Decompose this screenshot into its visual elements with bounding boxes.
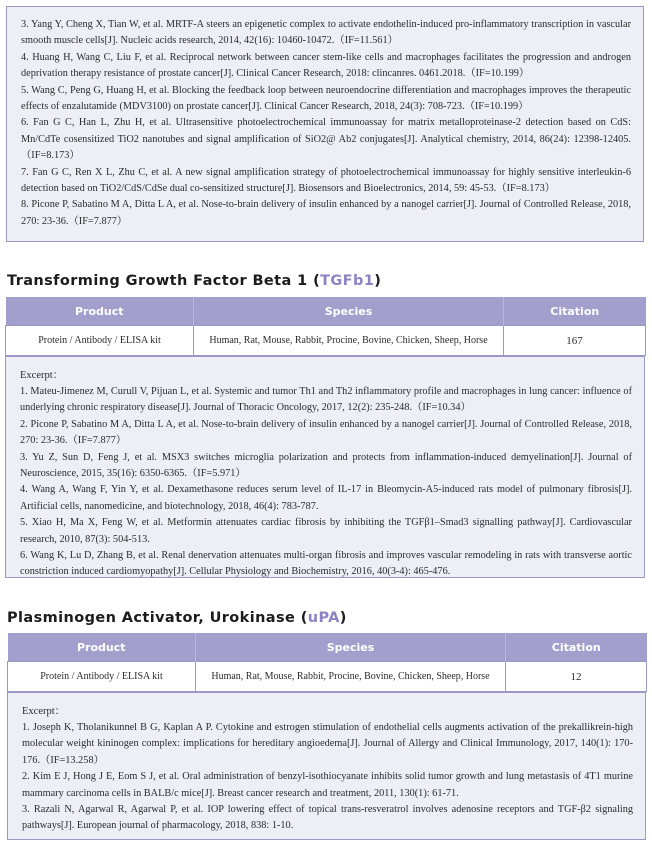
excerpt-label: Excerpt： (22, 706, 66, 717)
reference-item: 4. Wang A, Wang F, Yin Y, et al. Dexamethasone reduces serum level of IL-17 in Bleomycin-A5-induced rats model of pulmonary fibrosis[J]. Artificial cells, nanomedicine, and biotechnology, 2018, 46(4): 783-787. (20, 484, 632, 512)
reference-item: 2. Kim E J, Hong J E, Eom S J, et al. Oral administration of benzyl-isothiocyanate inhibits solid tumor growth and lung metastasis of 4T1 murine mammary carcinoma cells in BALB/c mice[J]. Breast cancer research and treatment, 2011, 130(1): 61-71. (22, 771, 633, 799)
header-product: Product (8, 633, 196, 662)
reference-item: 1. Mateu-Jimenez M, Curull V, Pijuan L, et al. Systemic and tumor Th1 and Th2 inflammatory profile and macrophages in lung cancer: influence of underlying chronic respiratory disease[J]. Journal of Thoracic Oncology, 2017, 12(2): 235-248.（IF=10.34） (20, 386, 632, 414)
cell-product: Protein / Antibody / ELISA kit (8, 662, 196, 692)
excerpt-box-upa (7, 692, 646, 840)
cell-citation: 12 (506, 662, 647, 692)
top-references-box (6, 6, 644, 242)
excerpt-box-tgfb1 (5, 356, 645, 578)
reference-item: 8. Picone P, Sabatino M A, Ditta L A, et al. Nose-to-brain delivery of insulin enhanced by a nanogel carrier[J]. Journal of Controlled Release, 2018, 270: 23-36.（IF=7.877） (21, 199, 631, 227)
cell-species: Human, Rat, Mouse, Rabbit, Procine, Bovine, Chicken, Sheep, Horse (196, 662, 506, 692)
reference-item: 3. Yu Z, Sun D, Feng J, et al. MSX3 switches microglia polarization and protects from inflammation-induced demyelination[J]. Journal of Neuroscience, 2015, 35(16): 6350-6365.（IF=5.971） (20, 451, 632, 480)
section-abbr: TGFb1 (320, 273, 375, 289)
reference-item: 6. Fan G C, Han L, Zhu H, et al. Ultrasensitive photoelectrochemical immunoassay for matrix metalloproteinase-2 detection based on CdS: Mn/CdTe cosensitized TiO2 nanotubes and signal amplification of SiO2@ Ab2 conjugates[J]. Analytical chemistry, 2014, 86(24): 12398-12405.（IF=8.173） (21, 117, 631, 162)
section-abbr: uPA (307, 610, 340, 626)
reference-item: 4. Huang H, Wang C, Liu F, et al. Reciprocal network between cancer stem-like cells and macrophages facilitates the progression and androgen deprivation therapy resistance of prostate cancer[J]. Clinical Cancer Research, 2018: clincanres. 0461.2018.（IF=10.199） (21, 51, 631, 80)
reference-item: 5. Xiao H, Ma X, Feng W, et al. Metformin attenuates cardiac fibrosis by inhibiting the TGFβ1–Smad3 signalling pathway[J]. Cardiovascular research, 2010, 87(3): 504-513. (20, 517, 632, 545)
product-table-tgfb1 (5, 297, 646, 356)
reference-item: 1. Joseph K, Tholanikunnel B G, Kaplan A P. Cytokine and estrogen stimulation of endothelial cells augments activation of the prekallikrein-high molecular weight kininogen complex: implications for hereditary angioedema[J]. Journal of Allergy and Clinical Immunology, 2017, 140(1): 170-176.（IF=13.258） (22, 722, 633, 766)
header-species: Species (194, 297, 504, 326)
section-title-upa: Plasminogen Activator, Urokinase (uPA) (7, 610, 347, 626)
header-product: Product (6, 297, 194, 326)
cell-product: Protein / Antibody / ELISA kit (6, 326, 194, 356)
header-species: Species (196, 633, 506, 662)
cell-species: Human, Rat, Mouse, Rabbit, Procine, Bovine, Chicken, Sheep, Horse (194, 326, 504, 356)
reference-item: 3. Razali N, Agarwal R, Agarwal P, et al. IOP lowering effect of topical trans-resveratrol involves adenosine receptors and TGF-β2 signaling pathways[J]. European journal of pharmacology, 2018, 838: 1-10. (22, 804, 633, 832)
reference-item: 5. Wang C, Peng G, Huang H, et al. Blocking the feedback loop between neuroendocrine differentiation and macrophages improves the therapeutic effects of enzalutamide (MDV3100) on prostate cancer[J]. Clinical Cancer Research, 2018, 24(3): 708-723.（IF=10.199） (21, 84, 631, 113)
cell-citation: 167 (504, 326, 646, 356)
excerpt-label: Excerpt： (20, 370, 64, 381)
header-citation: Citation (506, 633, 647, 662)
reference-item: 7. Fan G C, Ren X L, Zhu C, et al. A new signal amplification strategy of photoelectrochemical immunoassay for highly sensitive interleukin-6 detection based on TiO2/CdS/CdSe dual co-sensitized structure[J]. Biosensors and Bioelectronics, 2014, 59: 45-53.（IF=8.173） (21, 166, 631, 195)
reference-item: 2. Picone P, Sabatino M A, Ditta L A, et al. Nose-to-brain delivery of insulin enhanced by a nanogel carrier[J]. Journal of Controlled Release, 2018, 270: 23-36.（IF=7.877） (20, 418, 632, 447)
section-title-tgfb1: Transforming Growth Factor Beta 1 (TGFb1) (7, 273, 382, 289)
reference-item: 3. Yang Y, Cheng X, Tian W, et al. MRTF-A steers an epigenetic complex to activate endothelin-induced pro-inflammatory transcription in vascular smooth muscle cells[J]. Nucleic acids research, 2014, 42(16): 10460-10472.（IF=11.561） (21, 19, 631, 47)
header-citation: Citation (504, 297, 646, 326)
product-table-upa (7, 633, 647, 692)
reference-item: 6. Wang K, Lu D, Zhang B, et al. Renal denervation attenuates multi-organ fibrosis and improves vascular remodeling in rats with transverse aortic constriction induced cardiomyopathy[J]. Cellular Physiology and Biochemistry, 2016, 40(3-4): 465-476. (20, 550, 632, 578)
